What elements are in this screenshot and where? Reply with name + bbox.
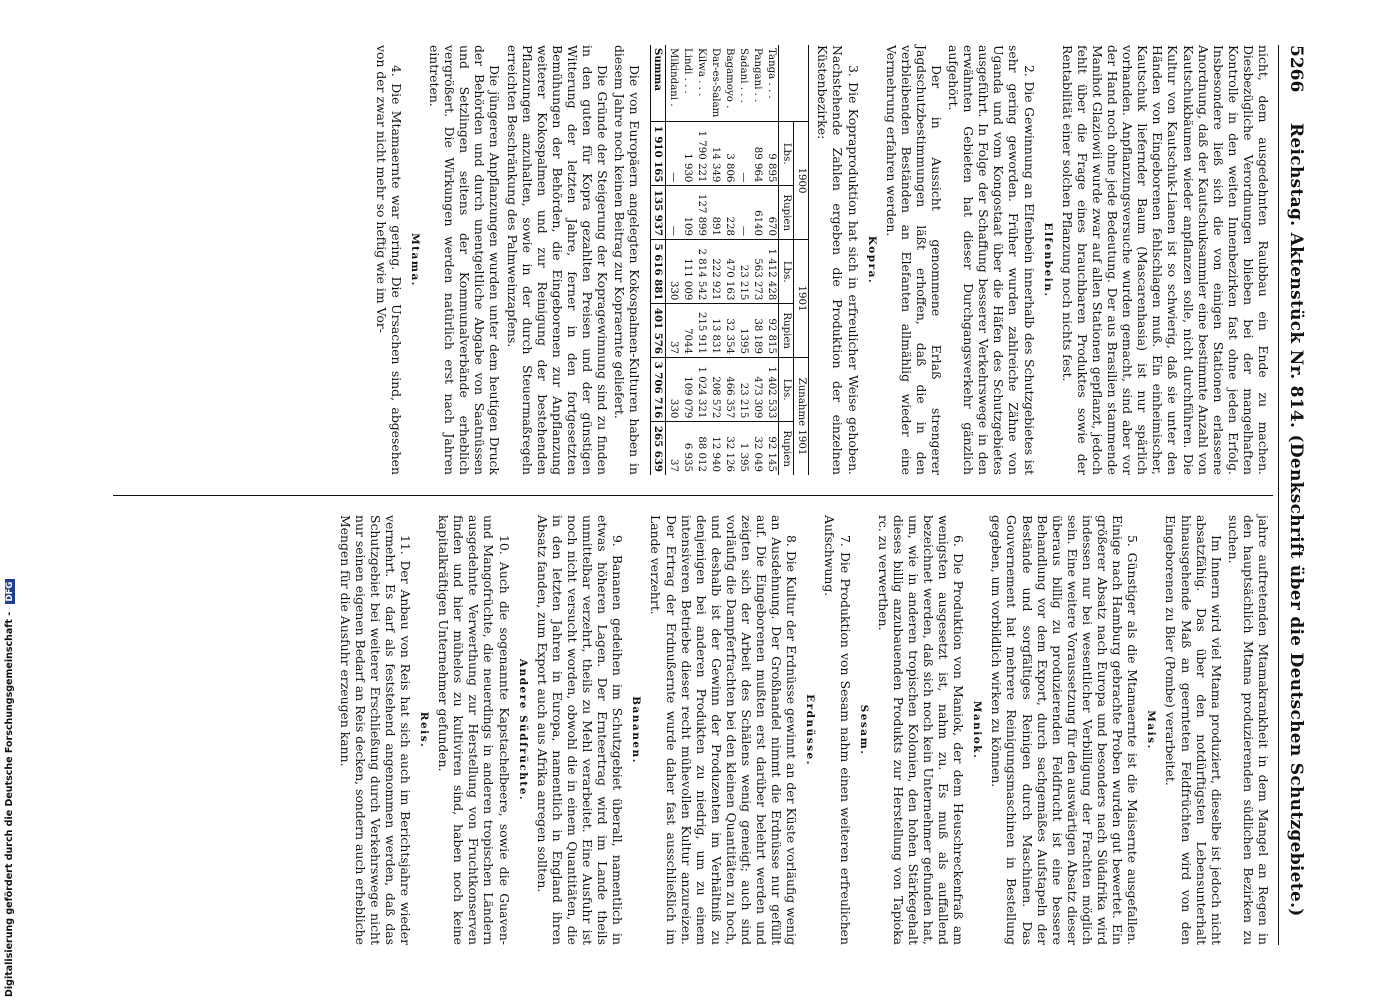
table-cell: 92 815 [764, 304, 779, 358]
table-cell: 23 215 [736, 240, 750, 304]
table-cell: 1 930 [680, 122, 694, 186]
dfg-logo: DFG [5, 579, 15, 605]
table-cell: 470 163 [722, 240, 736, 304]
paragraph: Die Gründe der Steigerung der Kopragewinnung sind zu finden in den guten für Kopra gezahlten Preisen und der günstigen Witterung der letzten Jahre, ferner in den fortgesetzten Bemühungen der Behörden, die Eingeborenen zur Anpflanzung weiterer Kokospalmen und zur Reinigung der bestehenden Pflanzungen anzuhalten, sowie in der durch Steuermaßregeln erreichten Beschränkung des Palmweinzapfens. [504, 45, 611, 475]
table-cell: 32 126 [722, 422, 736, 475]
column-header: Rupien [779, 304, 794, 358]
table-cell: 3 806 [722, 122, 736, 186]
table-cell: 208 572 [708, 358, 722, 422]
table-cell: 88 012 [694, 422, 708, 475]
column-header: Lbs. [779, 240, 794, 304]
column-header: Lbs. [779, 358, 794, 422]
table-cell: 135 937 [651, 186, 666, 240]
table-cell: 1 412 428 [764, 240, 779, 304]
digitization-credit [4, 357, 15, 997]
table-cell: 1 910 165 [651, 122, 666, 186]
table-cell: 32 354 [722, 304, 736, 358]
paragraph: 5. Günstiger als die Mtamaernte ist die Maisernte ausgefallen. Einige nach Hamburg gebrachte Proben wurden gut bewertet. Ein größerer Absatz nach Europa und besonders nach Südafrika wird indessen nur bei wesentlicher Verbilligung der Frachten möglich sein. Eine weitere Voraussetzung für den auswärtigen Absatz dieser überaus billig zu produzierenden Feldfrucht ist eine bessere Behandlung vor dem Export, durch sachgemäßes Aufstapeln der Bestände und sorgfältiges Reinigen durch Maschinen. Das Gouvernement hat mehrere Reinigungsmaschinen in Bestellung gegeben, um vorbildlich wirken zu können. [989, 515, 1141, 945]
column-header: Zunahme 1901 [794, 358, 809, 476]
paragraph: 10. Auch die sogenannte Kapstachelbeere, sowie die Guaven- und Mangofrüchte, die neuerdings in anderen tropischen Ländern ausgedehnte Verwerthung zur Herstellung von Fruchtkonserven finden und hier mühelos zu kultiviren sind, haben noch keine kapitalkräftigen Unternehmer gefunden. [436, 515, 512, 945]
paragraph: Der in Aussicht genommene Erlaß strengerer Jagdschutzbestimmungen läßt erhoffen, daß die in den verbleibenden Beständen an Elefanten allmählig wieder eine Vermehrung erfahren werden. [883, 45, 945, 475]
table-cell: — [736, 186, 750, 240]
table-cell: 215 911 [694, 304, 708, 358]
table-cell: 109 079 [680, 358, 694, 422]
table-cell: 37 [666, 422, 681, 475]
left-column [372, 45, 1271, 475]
section-heading: Elfenbein. [1041, 222, 1054, 298]
table-cell: 14 349 [708, 122, 722, 186]
table-cell: Sadani . . . [738, 48, 750, 103]
table-cell: 466 357 [722, 358, 736, 422]
table-cell: — [736, 122, 750, 186]
table-cell: 6 935 [680, 422, 694, 475]
credit-text: Digitalisierung gefördert durch die Deutsche Forschungsgemeinschaft - [4, 611, 15, 997]
paragraph: 11. Der Anbau von Reis hat sich auch im Berichtsjahre wieder vermehrt. Es darf als feststehend angenommen werden, daß das Schutzgebiet bei weiterer Erschließung durch Verkehrswege nicht nur seinen eigenen Bedarf an Reis decken, sondern auch erhebliche Mengen für die Ausfuhr erzeugen kann. [337, 515, 414, 945]
table-row [680, 45, 694, 475]
table-cell: Kilwa . . . [696, 48, 708, 97]
column-divider [113, 495, 1273, 496]
paragraph: 4. Die Mtamaernte war gering. Die Ursachen sind, abgesehen von der zwar nicht mehr so heftig wie im Vor- [373, 45, 404, 475]
table-cell: 111 009 [680, 240, 694, 304]
table-cell: 265 639 [651, 422, 666, 475]
section-heading: Sesam. [857, 704, 870, 756]
paragraph: 8. Die Kultur der Erdnüsse gewinnt an der Küste vorläufig wenig an Ausdehnung. Der Großhandel nimmt die Erdnüsse nur gefüllt auf. Die Eingeborenen mußten erst darüber belehrt werden und zeigten sich der Arbeit des Schälens wenig geneigt; auch sind vorläufig die Dampferfrachten bei den kleinen Quantitäten zu hoch, und deshalb ist der Gewinn der Produzenten im Verhältniß zu denjenigen bei anderen Produkten zu niedrig, um zu einem intensiveren Betriebe dieser recht mühevollen Kultur anzureizen. Der Ertrag der Erdnußernte wurde daher fast ausschließlich im Lande verzehrt. [648, 515, 800, 945]
table-cell: 9 895 [764, 122, 779, 186]
paragraph: nicht, dem ausgedehnten Raubbau ein Ende zu machen. Diesbezügliche Verordnungen blieben bei der mangelhaften Kontrolle in den weiten Innenbezirken fast ohne jeden Erfolg. Insbesondere ließ sich die von einigen Stationen erlassene Anordnung, daß der Kautschuksammler eine bestimmte Anzahl von Kautschukbäumen wieder anpflanzen solle, nicht durchführen. Die Kultur von Kautschuk-Lianen ist so schwierig, daß sie unter den Händen von Eingeborenen fehlschlagen muß. Ein einheimischer, Kautschuk liefernder Baum (Mascarenhasia) ist nur spärlich vorhanden. Anpflanzungsversuche wurden gemacht, sind aber vor der Hand noch ohne jede Bedeutung. Der aus Brasilien stammende Manihot Glaziowii wurde zwar auf allen Stationen gepflanzt, jedoch fehlt über die Frage eines brauchbaren Produktes sowie der Rentabilität einer solchen Pflanzung noch nichts fest. [1059, 45, 1271, 475]
column-header: Rupien [779, 186, 794, 240]
table-row [764, 45, 779, 475]
table-cell: 891 [708, 186, 722, 240]
right-column [336, 515, 1271, 945]
paragraph: 9. Bananen gedeihen im Schutzgebiet überall, namentlich in etwas höheren Lagen. Der Ernteertrag wird im Lande theils unmittelbar verzehrt, theils zu Mehl verarbeitet. Eine Ausfuhr ist noch nicht versucht worden, obwohl die in einem Quantitäten, die in den letzten Jahren in Europa, namentlich in England ihren Absatz fanden, zum Export auch aus Afrika anregen sollten. [534, 515, 626, 945]
table-header-row [794, 45, 809, 475]
section-heading: Bananen. [630, 696, 643, 764]
table-cell: Summa [651, 45, 666, 122]
section-heading: Mtama. [408, 233, 421, 287]
table-cell: 473 309 [750, 358, 764, 422]
kopra-table [650, 45, 809, 475]
table-cell: Dar-es-Salam [710, 48, 722, 118]
table-row [736, 45, 750, 475]
table-cell: 92 145 [764, 422, 779, 475]
table-cell: Mikindani . [668, 48, 680, 107]
table-cell: 7044 [680, 304, 694, 358]
table-cell: 401 576 [651, 304, 666, 358]
table-row [708, 45, 722, 475]
table-row [694, 45, 708, 475]
table-cell: 670 [764, 186, 779, 240]
paragraph: jahre auftretenden Mtamakrankheit in dem Mangel an Regen in den hauptsächlich Mtama produzierenden südlichen Bezirken zu suchen. [1225, 515, 1271, 945]
table-cell: 109 [680, 186, 694, 240]
table-cell: 563 273 [750, 240, 764, 304]
table-cell: 1 024 321 [694, 358, 708, 422]
table-sum-row [651, 45, 666, 475]
paragraph: Die jüngeren Anpflanzungen wurden unter dem heutigen Druck der Behörden und durch unentgeltliche Abgabe von Saatnüssen und Setzlingen seitens der Kommunalverbände erheblich vergrößert. Die Wirkungen werden natürlich erst nach Jahren eintreten. [427, 45, 503, 475]
table-cell: Bagamoyo . [724, 48, 736, 109]
table-cell: 3 706 716 [651, 358, 666, 422]
table-cell: 127 899 [694, 186, 708, 240]
page-title: Reichstag. Aktenstück Nr. 814. (Denkschrift über die Deutschen Schutzgebiete.) [1286, 123, 1306, 917]
table-cell: 23 215 [736, 358, 750, 422]
table-cell: 38 189 [750, 304, 764, 358]
table-cell: 1 395 [736, 422, 750, 475]
column-header: Lbs. [779, 122, 794, 186]
section-heading: Mais. [1145, 710, 1158, 750]
table-row [722, 45, 736, 475]
table-cell: 89 964 [750, 122, 764, 186]
table-cell: 12 940 [708, 422, 722, 475]
section-heading: Erdnüsse. [804, 694, 817, 766]
table-cell: 1 402 533 [764, 358, 779, 422]
rotated-page [100, 45, 1305, 945]
column-header: Rupien [779, 422, 794, 475]
table-cell: 6140 [750, 186, 764, 240]
table-cell: Lindi . . . [682, 48, 694, 94]
paragraph: 3. Die Kopraproduktion hat sich in erfreulicher Weise gehoben. Nachstehende Zahlen ergeben die Produktion der einzelnen Küstenbezirke: [815, 45, 861, 475]
table-row [666, 45, 681, 475]
table-cell: 5 616 881 [651, 240, 666, 304]
paragraph: 6. Die Produktion von Maniok, der dem Heuschreckenfraß am wenigsten ausgesetzt ist, nahm zu. Es muß als auffallend bezeichnet werden, daß sich noch kein Unternehmer gefunden hat, um, wie in anderen tropischen Kolonien, den hohen Stärkegehalt dieses billig anzubauenden Produkts zur Herstellung von Tapioka rc. zu verwerthen. [875, 515, 967, 945]
column-header: 1900 [794, 122, 809, 240]
table-cell: Tanga . . . [766, 48, 778, 99]
table-cell: 13 831 [708, 304, 722, 358]
table-cell: Pangani . . [752, 48, 764, 103]
page-number: 5266 [1286, 45, 1306, 93]
section-heading: Reis. [418, 711, 431, 749]
section-heading: Kopra. [865, 235, 878, 285]
table-cell: 1395 [736, 304, 750, 358]
paragraph: Die von Europäern angelegten Kokospalmen-Kulturen haben in diesem Jahre noch keinen Beitrag zur Kopraernte geliefert. [612, 45, 643, 475]
column-header [779, 45, 809, 122]
table-cell: 330 [666, 240, 681, 304]
column-header: 1901 [794, 240, 809, 358]
table-cell: 330 [666, 358, 681, 422]
paragraph: 2. Die Gewinnung an Elfenbein innerhalb des Schutzgebietes ist sehr gering geworden. Früher wurden zahlreiche Zähne von Uganda und vom Kongostaat über die Häfen des Schutzgebietes ausgeführt. In Folge der Schaffung besserer Verkehrswege in den erwähnten Gebieten hat dieser Durchgangsverkehr gänzlich aufgehört. [946, 45, 1037, 475]
table-row [750, 45, 764, 475]
table-cell: 2 814 542 [694, 240, 708, 304]
paragraph: 7. Die Produktion von Sesam nahm einen weiteren erfreulichen Aufschwung. [822, 515, 853, 945]
table-cell: 228 [722, 186, 736, 240]
page-header [1278, 45, 1305, 945]
table-cell: 1 790 221 [694, 122, 708, 186]
paragraph: Im Innern wird viel Mtama produziert, dieselbe ist jedoch nicht absatzfähig. Das über den notdürftigsten Lebensunterhalt hinausgehende Maß an geernteten Feldfrüchten wird von den Eingeborenen zu Bier (Pombe) verarbeitet. [1163, 515, 1224, 945]
table-cell: 37 [666, 304, 681, 358]
table-cell: — [666, 122, 681, 186]
table-cell: 222 921 [708, 240, 722, 304]
section-heading: Andere Südfrüchte. [516, 658, 529, 802]
section-heading: Maniok. [971, 700, 984, 760]
table-cell: 32 049 [750, 422, 764, 475]
table-cell: — [666, 186, 681, 240]
